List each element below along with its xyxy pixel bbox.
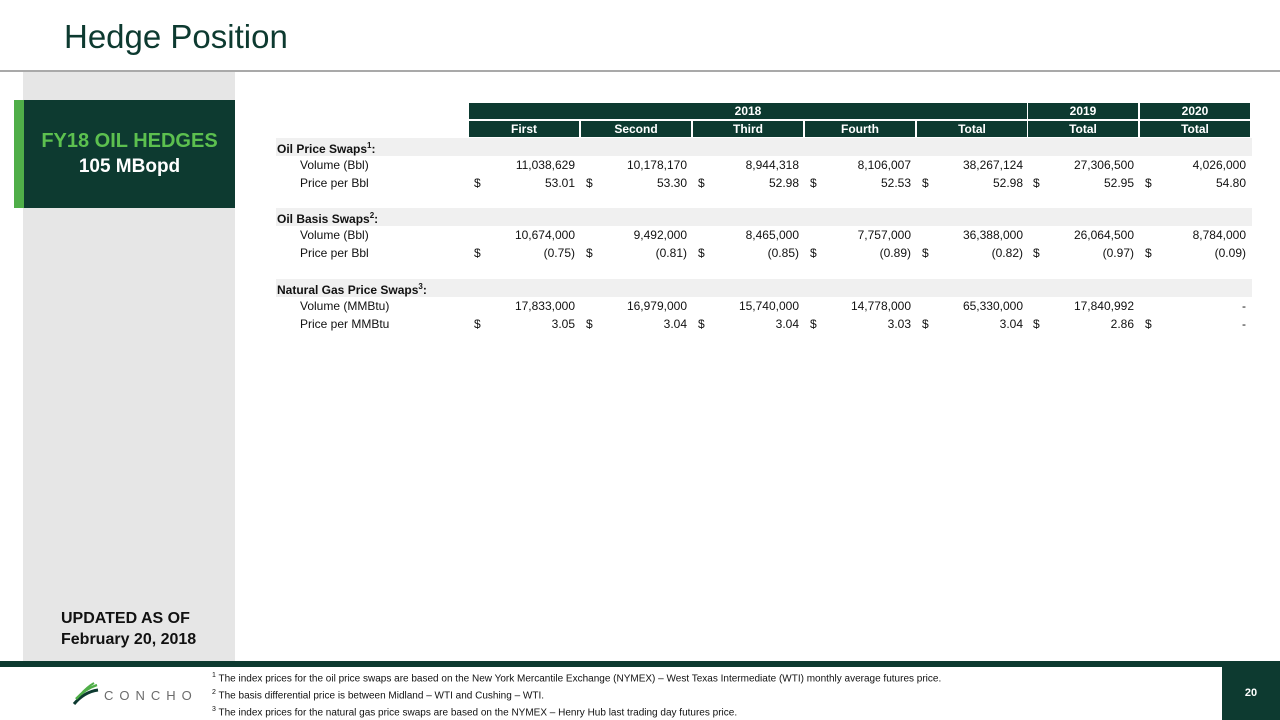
row-label: Price per MMBtu <box>300 317 390 331</box>
table-cell: 38,267,124 <box>962 158 1023 172</box>
table-cell: 52.53 <box>880 176 911 190</box>
updated-label: UPDATED AS OF <box>61 610 190 627</box>
table-cell: 15,740,000 <box>738 299 799 313</box>
footnote <box>212 706 737 718</box>
section-title <box>277 211 378 226</box>
section-title <box>277 282 427 297</box>
row-label: Price per Bbl <box>300 176 369 190</box>
table-cell: 8,106,007 <box>857 158 911 172</box>
currency-symbol: $ <box>922 317 929 331</box>
table-cell: 27,306,500 <box>1073 158 1134 172</box>
table-cell: 53.01 <box>544 176 575 190</box>
row-label: Volume (Bbl) <box>300 158 369 172</box>
hedge-box-title: FY18 OIL HEDGES <box>41 130 218 152</box>
section-colon: : <box>374 212 379 226</box>
table-cell: 11,038,629 <box>515 158 575 172</box>
year-header-2018: 2018 <box>469 103 1027 119</box>
footnote-number: 1 <box>212 672 216 679</box>
column-header: Third <box>693 121 803 137</box>
table-cell: 7,757,000 <box>857 228 911 242</box>
table-cell: 3.05 <box>551 317 575 331</box>
table-cell: 3.03 <box>887 317 911 331</box>
table-cell: - <box>1242 299 1246 313</box>
table-cell: 8,944,318 <box>745 158 799 172</box>
table-cell: 8,465,000 <box>745 228 799 242</box>
currency-symbol: $ <box>586 317 593 331</box>
column-header: Fourth <box>805 121 915 137</box>
section-title <box>277 141 376 156</box>
section-row-shade <box>276 208 1252 226</box>
year-header-2019: 2019 <box>1028 103 1138 119</box>
table-cell: 65,330,000 <box>962 299 1023 313</box>
currency-symbol: $ <box>1033 176 1040 190</box>
table-cell: 52.95 <box>1103 176 1134 190</box>
currency-symbol: $ <box>1145 246 1152 260</box>
year-header-2020: 2020 <box>1140 103 1250 119</box>
table-cell: 16,979,000 <box>626 299 687 313</box>
footnote-text: The basis differential price is between Midland – WTI and Cushing – WTI. <box>215 690 545 702</box>
footer-bar <box>0 661 1280 667</box>
column-header: Total <box>1028 121 1138 137</box>
currency-symbol: $ <box>810 176 817 190</box>
table-cell: 14,778,000 <box>850 299 911 313</box>
footnote-number: 2 <box>212 689 216 696</box>
section-title-text: Oil Basis Swaps <box>277 212 370 226</box>
row-label: Price per Bbl <box>300 246 369 260</box>
table-cell: 3.04 <box>999 317 1023 331</box>
currency-symbol: $ <box>810 246 817 260</box>
footnote-ref: 3 <box>418 282 423 291</box>
currency-symbol: $ <box>922 246 929 260</box>
table-cell: 2.86 <box>1110 317 1134 331</box>
currency-symbol: $ <box>474 176 481 190</box>
table-cell: (0.81) <box>655 246 687 260</box>
table-cell: 54.80 <box>1215 176 1246 190</box>
table-cell: 52.98 <box>768 176 799 190</box>
logo-text: CONCHO <box>104 688 198 703</box>
page-number: 20 <box>1244 687 1258 699</box>
table-cell: 10,178,170 <box>626 158 687 172</box>
table-cell: 17,833,000 <box>514 299 575 313</box>
column-header: Second <box>581 121 691 137</box>
table-cell: 3.04 <box>775 317 799 331</box>
section-title-text: Oil Price Swaps <box>277 142 368 156</box>
currency-symbol: $ <box>698 176 705 190</box>
footnote <box>212 672 941 684</box>
column-header: First <box>469 121 579 137</box>
currency-symbol: $ <box>1145 176 1152 190</box>
currency-symbol: $ <box>474 246 481 260</box>
table-cell: 17,840,992 <box>1073 299 1134 313</box>
table-cell: (0.82) <box>991 246 1023 260</box>
currency-symbol: $ <box>586 176 593 190</box>
footnote-text: The index prices for the natural gas price swaps are based on the NYMEX – Henry Hub last trading day futures price. <box>215 707 738 719</box>
logo-mark-icon <box>72 682 100 708</box>
section-colon: : <box>371 142 376 156</box>
column-header: Total <box>1140 121 1250 137</box>
table-cell: 53.30 <box>656 176 687 190</box>
table-cell: (0.09) <box>1214 246 1246 260</box>
currency-symbol: $ <box>1033 246 1040 260</box>
section-row-shade <box>276 138 1252 156</box>
section-colon: : <box>422 283 427 297</box>
table-cell: 10,674,000 <box>514 228 575 242</box>
currency-symbol: $ <box>1033 317 1040 331</box>
table-cell: 3.04 <box>663 317 687 331</box>
table-cell: (0.89) <box>879 246 911 260</box>
table-cell: 36,388,000 <box>962 228 1023 242</box>
footnote-ref: 1 <box>367 141 372 150</box>
table-cell: 8,784,000 <box>1192 228 1246 242</box>
table-cell: - <box>1242 317 1246 331</box>
footnote-text: The index prices for the oil price swaps are based on the New York Mercantile Exchange (NYMEX) – West Texas Intermediate (WTI) monthly average futures price. <box>215 673 942 685</box>
currency-symbol: $ <box>698 246 705 260</box>
section-title-text: Natural Gas Price Swaps <box>277 283 419 297</box>
table-cell: 4,026,000 <box>1192 158 1246 172</box>
updated-date: February 20, 2018 <box>61 631 197 648</box>
currency-symbol: $ <box>474 317 481 331</box>
currency-symbol: $ <box>1145 317 1152 331</box>
footnote <box>212 689 544 701</box>
footnote-number: 3 <box>212 706 216 713</box>
table-cell: (0.97) <box>1102 246 1134 260</box>
currency-symbol: $ <box>586 246 593 260</box>
table-cell: 9,492,000 <box>633 228 687 242</box>
table-cell: 52.98 <box>992 176 1023 190</box>
page-title: Hedge Position <box>64 18 288 55</box>
currency-symbol: $ <box>922 176 929 190</box>
currency-symbol: $ <box>698 317 705 331</box>
table-cell: 26,064,500 <box>1073 228 1134 242</box>
row-label: Volume (Bbl) <box>300 228 369 242</box>
row-label: Volume (MMBtu) <box>300 299 390 313</box>
currency-symbol: $ <box>810 317 817 331</box>
table-cell: (0.85) <box>767 246 799 260</box>
page-number-box <box>1222 667 1280 720</box>
hedge-box-subtitle: 105 MBopd <box>78 156 181 177</box>
footnote-ref: 2 <box>369 211 375 220</box>
column-header: Total <box>917 121 1027 137</box>
concho-logo <box>72 682 202 708</box>
table-cell: (0.75) <box>543 246 575 260</box>
